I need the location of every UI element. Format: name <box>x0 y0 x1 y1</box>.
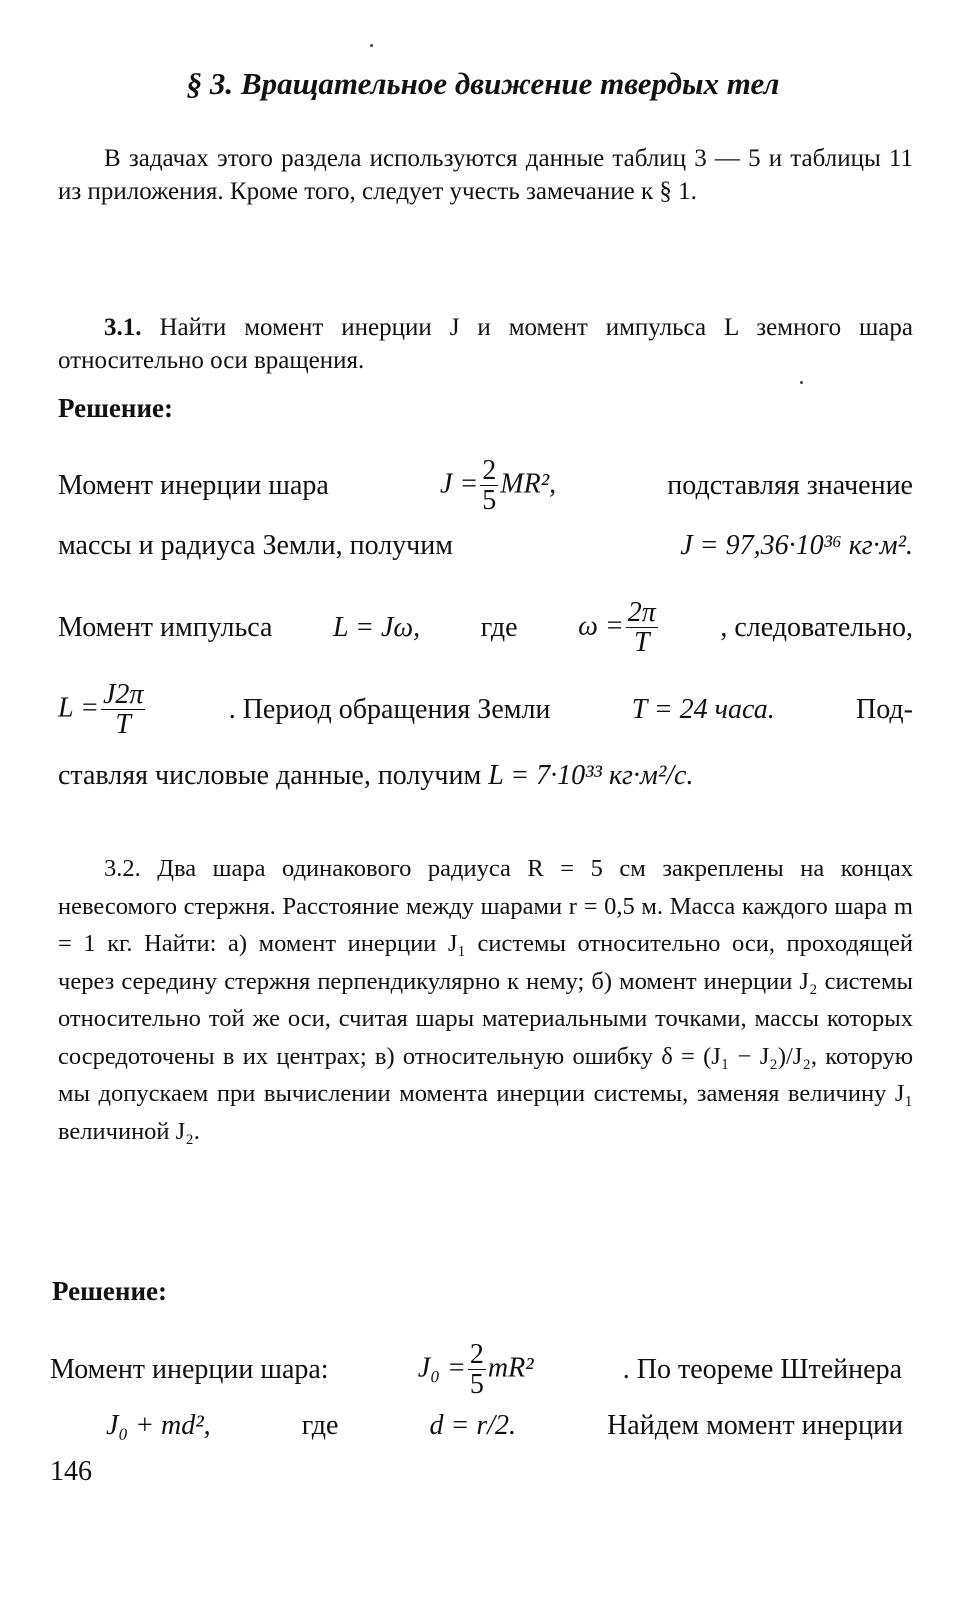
solution-line-3 <box>58 598 913 658</box>
solution-line-7 <box>106 1410 903 1442</box>
scan-speck <box>800 381 803 384</box>
formula-moment-sphere: J = $\frac{2}{5}$ MR², <box>439 455 557 517</box>
text: Момент инерции шара: <box>50 1353 329 1385</box>
solution-line-6 <box>50 1340 902 1400</box>
text: . Период обращения Земли <box>228 693 551 725</box>
formula-steiner: J₀ + md², <box>106 1410 211 1441</box>
text: , следовательно, <box>720 611 913 643</box>
formula-result-l: L = 7·10³³ кг·м²/с. <box>488 760 694 791</box>
solution-line-5 <box>58 760 913 792</box>
text: Момент импульса <box>58 611 273 643</box>
text: массы и радиуса Земли, получим <box>58 530 453 561</box>
problem-text: Найти момент инерции J и момент импульса L земного шара относительно оси вращения. <box>58 314 913 374</box>
solution-label: Решение: <box>58 393 173 423</box>
solution-line-1 <box>58 456 913 516</box>
text: подставляя значение <box>667 469 913 501</box>
formula-l: L = Jω, <box>333 611 421 643</box>
solution-label: Решение: <box>52 1276 167 1306</box>
formula-period: T = 24 часа. <box>631 693 775 725</box>
formula-d: d = r/2. <box>429 1410 517 1441</box>
text: Под- <box>855 693 913 725</box>
problem-3-2-statement: 3.2. Два шара одинакового радиуса R = 5 см закреплены на концах невесомого стержня. Расстояние между шарами r = 0,5 м. Масса каждого шара m = 1 кг. Найти: а) момент инерции J₁ системы относительно оси, проходящей через середину стержня перпендикулярно к нему; б) момент инерции J₂ системы относительно той же оси, считая шары материальными точками, массы которых сосредоточены в их центрах; в) относительную ошибку δ = (J₁ − J₂)/J₂, которую мы допускаем при вычислении момента инерции системы, заменяя величину J₁ величиной J₂. <box>58 855 913 1145</box>
solution-line-4 <box>58 680 913 740</box>
text: ставляя числовые данные, получим <box>58 760 482 791</box>
text: где <box>301 1410 339 1441</box>
scan-speck <box>370 44 373 47</box>
formula-result-j: J = 97,36·10³⁶ кг·м². <box>680 530 913 561</box>
solution-line-2 <box>58 530 913 562</box>
text: Найдем момент инерции <box>607 1410 903 1441</box>
problem-number: 3.1. <box>104 314 142 341</box>
formula-l-fraction: L = $\frac{J2\pi}{T}$ <box>58 679 144 741</box>
section-heading: § 3. Вращательное движение твердых тел <box>186 66 780 101</box>
text: . По теореме Штейнера <box>622 1353 902 1385</box>
page-number: 146 <box>50 1456 92 1487</box>
problem-3-1-statement <box>58 311 913 377</box>
formula-omega: ω = $\frac{2\pi}{T}$ <box>578 597 656 659</box>
formula-j0: J₀ = $\frac{2}{5}$ mR² <box>417 1339 534 1401</box>
text: где <box>480 611 518 643</box>
intro-paragraph: В задачах этого раздела используются данные таблиц 3 — 5 и таблицы 11 из приложения. Кроме того, следует учесть замечание к § 1. <box>58 145 913 205</box>
text: Момент инерции шара <box>58 469 329 501</box>
